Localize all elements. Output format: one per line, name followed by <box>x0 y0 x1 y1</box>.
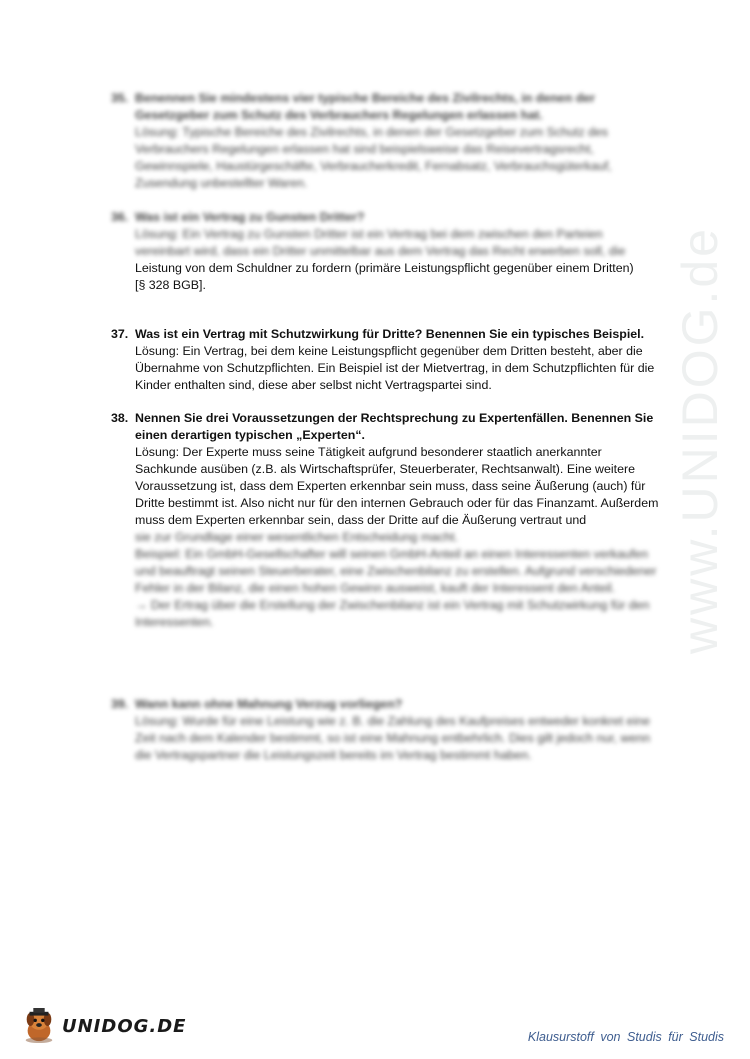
question-number: 36. <box>111 210 129 224</box>
answer-text: Lösung: Typische Bereiche des Zivilrechts, in denen der Gesetzgeber zum Schutz des Verbrauchers Regelungen erlassen hat sind beispielsweise das Reisevertragsrecht, Gewinnspiele, Haustürgeschäfte, Verbraucherkredit, Fernabsatz, Verbrauchsgüterkauf, Zusendung unbestellter Waren. <box>135 125 612 190</box>
question-39 <box>111 696 659 764</box>
question-37 <box>111 326 659 394</box>
dog-mascot-icon <box>20 1008 58 1044</box>
question-text: Was ist ein Vertrag mit Schutzwirkung für Dritte? Benennen Sie ein typisches Beispiel. <box>135 327 645 341</box>
watermark: www.UNIDOG.de <box>672 226 728 654</box>
question-number: 37. <box>111 327 129 341</box>
question-text: Was ist ein Vertrag zu Gunsten Dritter? <box>135 210 365 224</box>
question-35 <box>111 90 659 192</box>
conclusion-text: → Der Ertrag über die Erstellung der Zwischenbilanz ist ein Vertrag mit Schutzwirkung für den Interessenten. <box>135 598 650 629</box>
question-text: Benennen Sie mindestens vier typische Bereiche des Zivilrechts, in denen der Gesetzgeber zum Schutz des Verbrauchers Regelungen erlassen hat. <box>135 91 595 122</box>
answer-text-blurred: Lösung: Ein Vertrag zu Gunsten Dritter ist ein Vertrag bei dem zwischen den Parteien vereinbart wird, dass ein Dritter unmittelbar aus dem Vertrag das Recht erwerben soll, die <box>135 227 626 258</box>
answer-text: Lösung: Wurde für eine Leistung wie z. B. die Zahlung des Kaufpreises entweder konkret eine Zeit nach dem Kalender bestimmt, so ist eine Mahnung entbehrlich. Dies gilt jedoch nur, wenn die Vertragspartner die Leistungszeit bereits im Vertrag bestimmt haben. <box>135 714 651 762</box>
answer-text-visible: Leistung von dem Schuldner zu fordern (primäre Leistungspflicht gegenüber einem Dritten) <box>135 261 634 275</box>
question-number: 39. <box>111 697 129 711</box>
answer-text-visible: [§ 328 BGB]. <box>135 278 206 292</box>
question-number: 38. <box>111 411 129 425</box>
unidog-logo[interactable] <box>20 1008 186 1044</box>
example-text: Beispiel: Ein GmbH-Gesellschafter will seinen GmbH-Anteil an einen Interessenten verkaufen und beauftragt seinen Steuerberater, eine Zwischenbilanz zu erstellen. Aufgrund verschiedener Fehler in der Bilanz, die einen hohen Gewinn ausweist, kauft der Interessent den Anteil. <box>135 547 657 595</box>
logo-wordmark: UNIDOG.DE <box>62 1015 187 1037</box>
question-number: 35. <box>111 91 129 105</box>
answer-text-visible: Lösung: Der Experte muss seine Tätigkeit aufgrund besonderer staatlich anerkannter Sachkunde ausüben (z.B. als Wirtschaftsprüfer, Steuerberater, Rechtsanwalt). Eine weitere Voraussetzung ist, dass dem Experten erkennbar sein muss, dass seine Äußerung (auch) für Dritte bestimmt ist. Also nicht nur für den internen Gebrauch oder für das Finanzamt. Außerdem muss dem Experten erkennbar sein, dass der Dritte auf die Äußerung vertraut und <box>135 445 659 527</box>
answer-text: Lösung: Ein Vertrag, bei dem keine Leistungspflicht gegenüber dem Dritten besteht, aber die Übernahme von Schutzpflichten. Ein Beispiel ist der Mietvertrag, in dem Schutzpflichten für die Kinder enthalten sind, diese aber selbst nicht Vertragspartei sind. <box>135 344 655 392</box>
question-36 <box>111 209 659 294</box>
answer-text-blurred: sie zur Grundlage einer wesentlichen Entscheidung macht. <box>135 530 459 544</box>
question-text: Wann kann ohne Mahnung Verzug vorliegen? <box>135 697 403 711</box>
question-text: Nennen Sie drei Voraussetzungen der Rechtsprechung zu Expertenfällen. Benennen Sie einen derartigen typischen „Experten“. <box>135 411 654 442</box>
question-38 <box>111 410 659 631</box>
footer-tagline: Klausurstoff von Studis für Studis <box>527 1030 724 1044</box>
